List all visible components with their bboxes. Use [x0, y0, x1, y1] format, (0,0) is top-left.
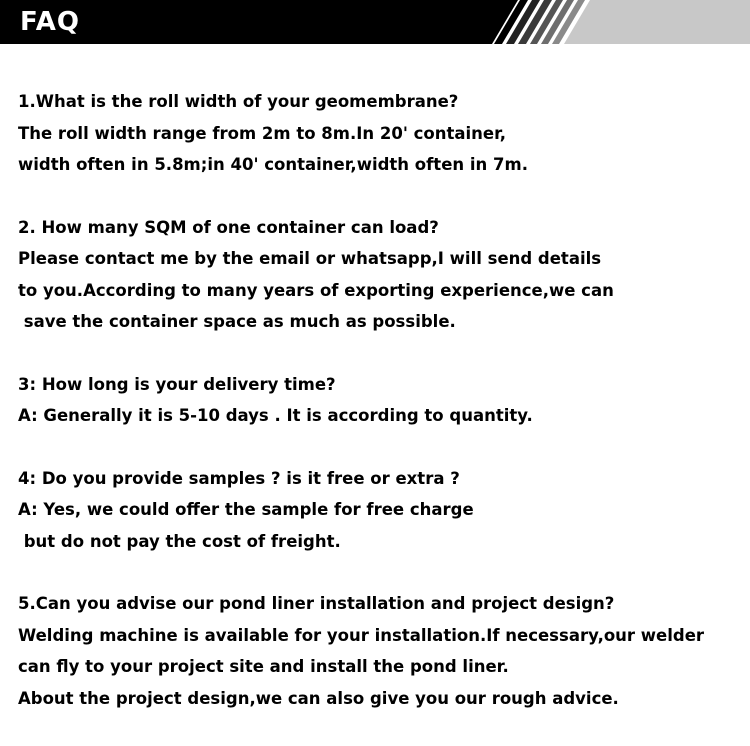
- faq-item-3: [18, 369, 738, 432]
- faq-header-banner: [0, 0, 750, 44]
- faq-answer-line: Please contact me by the email or whatsapp,I will send details: [18, 249, 602, 268]
- faq-answer-line: Welding machine is available for your installation.If necessary,our welder: [18, 625, 705, 645]
- faq-answer-line: A: Yes, we could offer the sample for free charge: [18, 500, 474, 519]
- faq-answer-line: About the project design,we can also give you our rough advice.: [18, 688, 619, 708]
- faq-answer-line: but do not pay the cost of freight.: [18, 531, 341, 551]
- faq-item-1: [18, 86, 738, 181]
- faq-answer-line: can fly to your project site and install the pond liner.: [18, 657, 509, 676]
- faq-item-5: [18, 588, 738, 714]
- faq-question: 3: How long is your delivery time?: [18, 374, 336, 394]
- faq-answer-line: width often in 5.8m;in 40' container,width often in 7m.: [18, 155, 528, 174]
- faq-question: 2. How many SQM of one container can load?: [18, 217, 439, 237]
- faq-list: [18, 86, 738, 745]
- faq-title: FAQ: [20, 7, 81, 37]
- header-stripes-graphic: [0, 0, 750, 44]
- faq-item-4: [18, 463, 738, 558]
- faq-item-2: [18, 212, 738, 338]
- faq-answer-line: The roll width range from 2m to 8m.In 20' container,: [18, 123, 507, 143]
- header-gray-band: [564, 0, 750, 44]
- faq-answer-line: to you.According to many years of exporting experience,we can: [18, 280, 614, 300]
- faq-question: 1.What is the roll width of your geomembrane?: [18, 92, 459, 111]
- faq-answer-line: save the container space as much as possible.: [18, 312, 456, 331]
- faq-question: 4: Do you provide samples ? is it free or extra ?: [18, 468, 460, 488]
- faq-answer-line: A: Generally it is 5-10 days . It is according to quantity.: [18, 406, 533, 425]
- faq-question: 5.Can you advise our pond liner installation and project design?: [18, 594, 615, 613]
